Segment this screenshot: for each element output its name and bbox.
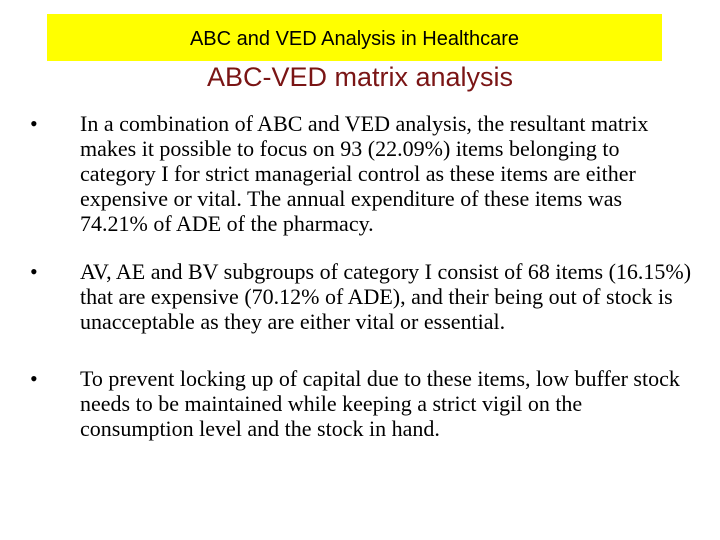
- bullet-icon: •: [30, 259, 38, 284]
- bullet-icon: •: [30, 111, 38, 136]
- bullet-icon: •: [30, 366, 38, 391]
- bullet-text: To prevent locking up of capital due to these items, low buffer stock needs to be maintained while keeping a strict vigil on the consumption level and the stock in hand.: [80, 366, 680, 441]
- bullet-text: AV, AE and BV subgroups of category I consist of 68 items (16.15%) that are expensive (70.12% of ADE), and their being out of stock is unacceptable as they are either vital or essential.: [80, 259, 692, 334]
- bullet-text: In a combination of ABC and VED analysis, the resultant matrix makes it possible to focus on 93 (22.09%) items belonging to category I for strict managerial control as these items are either expensive or vital. The annual expenditure of these items was 74.21% of ADE of the pharmacy.: [80, 111, 649, 236]
- header-title: ABC and VED Analysis in Healthcare: [189, 28, 520, 50]
- header-banner: [47, 14, 662, 61]
- slide-title: ABC-VED matrix analysis: [206, 62, 514, 92]
